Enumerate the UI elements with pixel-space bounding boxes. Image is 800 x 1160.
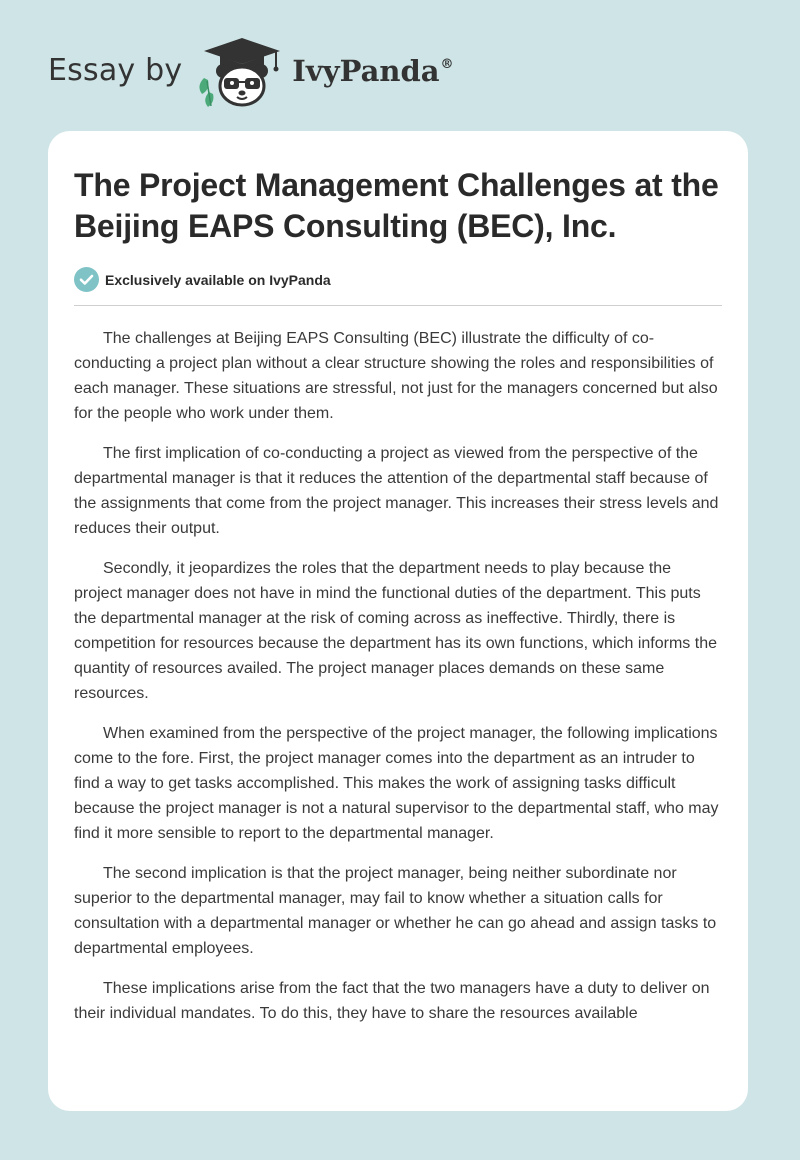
paragraph: When examined from the perspective of the project manager, the following implications come to the fore. First, the project manager comes into the department as an intruder to find a way to get tasks accomplished. This makes the work of assigning tasks difficult because the project manager is not a natural supervisor to the departmental staff, who may find it more sensible to report to the departmental manager. [74,725,719,842]
check-circle-icon [74,267,99,292]
ivypanda-brand-name[interactable] [292,54,453,88]
site-header [48,34,454,110]
paragraph: The challenges at Beijing EAPS Consulting (BEC) illustrate the difficulty of co-conducting a project plan without a clear structure showing the roles and responsibilities of each manager. These situations are stressful, not just for the managers concerned but also for the people who work under them. [74,330,718,422]
panda-graduate-logo-icon[interactable] [196,34,288,110]
registered-mark: ® [440,57,454,72]
essay-title: The Project Management Challenges at the Beijing EAPS Consulting (BEC), Inc. [74,167,719,244]
paragraph: The first implication of co-conducting a project as viewed from the perspective of the departmental manager is that it reduces the attention of the departmental staff because of the assignments that come from the project manager. This increases their stress levels and reduces their output. [74,445,719,537]
essay-body [74,326,722,1026]
essay-card [48,131,748,1111]
exclusive-badge [74,267,722,306]
paragraph: The second implication is that the project manager, being neither subordinate nor superior to the departmental manager, may fail to know whether a situation calls for consultation with a departmental manager or whether he can go ahead and assign tasks to departmental employees. [74,865,717,957]
paragraph: These implications arise from the fact that the two managers have a duty to deliver on their individual mandates. To do this, they have to share the resources available [74,980,710,1022]
brand-name-text: IvyPanda [292,54,440,88]
essay-by-label: Essay by [48,52,183,88]
exclusive-badge-text: Exclusively available on IvyPanda [105,271,331,288]
paragraph: Secondly, it jeopardizes the roles that the department needs to play because the project manager does not have in mind the functional duties of the department. This puts the departmental manager at the risk of coming across as ineffective. Thirdly, there is competition for resources because the department has its own functions, which informs the quantity of resources availed. The project manager places demands on these same resources. [74,560,717,702]
